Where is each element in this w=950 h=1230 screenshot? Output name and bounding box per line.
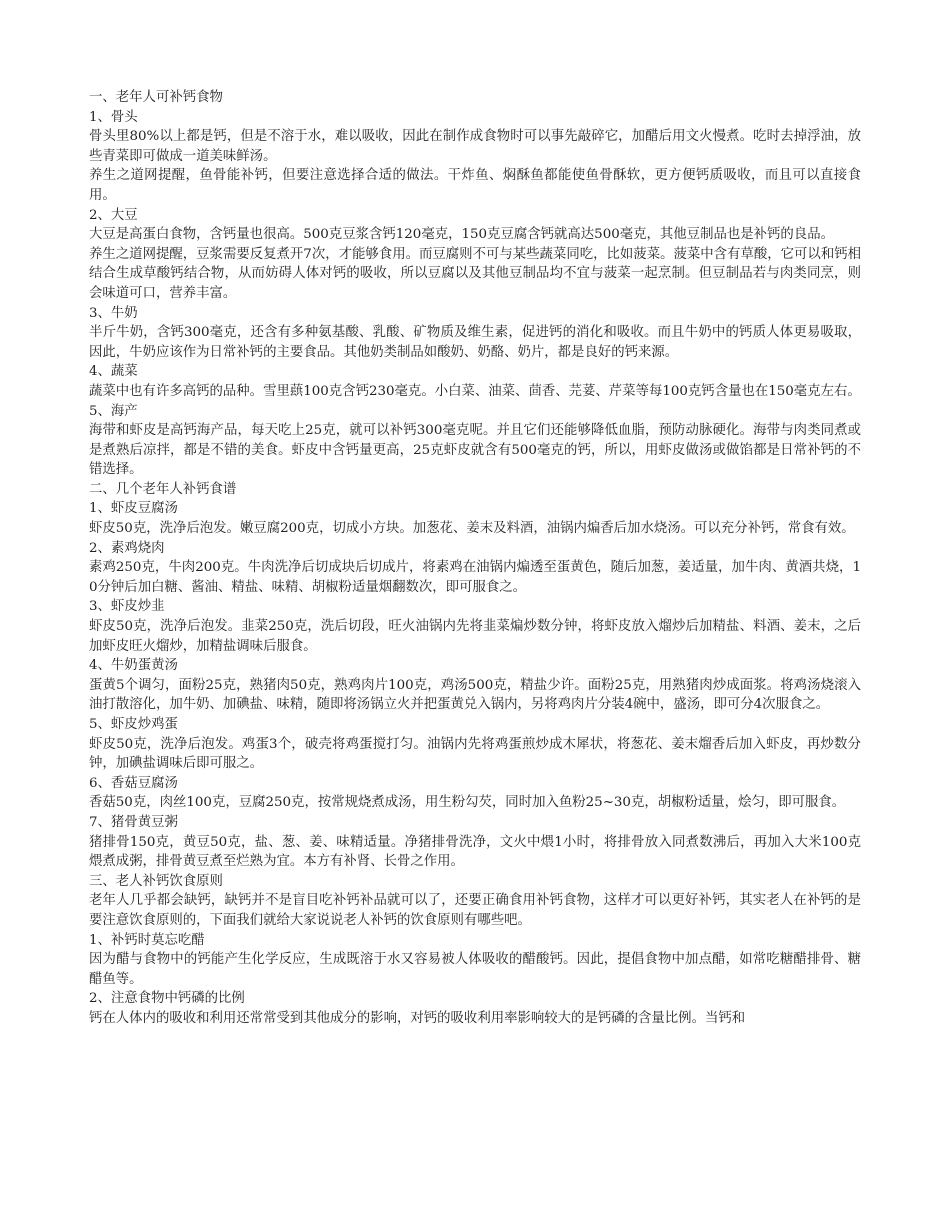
- paragraph: 骨头里80%以上都是钙，但是不溶于水，难以吸收，因此在制作成食物时可以事先敲碎它，加醋后用文火慢煮。吃时去掉浮油，放些青菜即可做成一道美味鲜汤。: [89, 129, 861, 164]
- paragraph: 养生之道网提醒，豆浆需要反复煮开7次，才能够食用。而豆腐则不可与某些蔬菜同吃，比如菠菜。菠菜中含有草酸，它可以和钙相结合生成草酸钙结合物，从而妨碍人体对钙的吸收，所以豆腐以及其他豆制品均不宜与菠菜一起烹制。但豆制品若与肉类同烹，则会味道可口，营养丰富。: [89, 246, 861, 301]
- paragraph: 猪排骨150克，黄豆50克，盐、葱、姜、味精适量。净猪排骨洗净，文火中煨1小时，将排骨放入同煮数沸后，再加入大米100克煨煮成粥，排骨黄豆煮至烂熟为宜。本方有补肾、长骨之作用。: [89, 834, 861, 870]
- subsection-heading: 3、虾皮炒韭: [89, 599, 165, 615]
- paragraph: 虾皮50克，洗净后泡发。嫩豆腐200克，切成小方块。加葱花、姜末及料酒，油锅内煸香后加水烧汤。可以充分补钙，常食有效。: [89, 521, 855, 537]
- subsection-heading: 2、大豆: [89, 207, 138, 223]
- paragraph: 虾皮50克，洗净后泡发。韭菜250克，洗后切段，旺火油锅内先将韭菜煸炒数分钟，将虾皮放入熘炒后加精盐、料酒、姜末，之后加虾皮旺火熘炒，加精盐调味后服食。: [89, 619, 861, 654]
- section-heading: 三、老人补钙饮食原则: [89, 873, 223, 889]
- paragraph: 素鸡250克，牛肉200克。牛肉洗净后切成块后切成片，将素鸡在油锅内煸透至蛋黄色，随后加葱，姜适量，加牛肉、黄酒共烧，10分钟后加白糖、酱油、精盐、味精、胡椒粉适量烟翻数次，即可服食之。: [89, 560, 861, 595]
- subsection-heading: 3、牛奶: [89, 305, 138, 321]
- subsection-heading: 7、猪骨黄豆粥: [89, 814, 178, 830]
- paragraph: 老年人几乎都会缺钙，缺钙并不是盲目吃补钙补品就可以了，还要正确食用补钙食物，这样才可以更好补钙，其实老人在补钙的是要注意饮食原则的，下面我们就给大家说说老人补钙的饮食原则有哪些吧。: [89, 893, 861, 928]
- paragraph: 养生之道网提醒，鱼骨能补钙，但要注意选择合适的做法。干炸鱼、焖酥鱼都能使鱼骨酥软，更方便钙质吸收，而且可以直接食用。: [89, 168, 861, 203]
- subsection-heading: 4、蔬菜: [89, 364, 138, 380]
- paragraph: 蔬菜中也有许多高钙的品种。雪里蕻100克含钙230毫克。小白菜、油菜、茴香、芫荽、芹菜等每100克钙含量也在150毫克左右。: [89, 383, 861, 399]
- subsection-heading: 1、骨头: [89, 109, 138, 125]
- subsection-heading: 4、牛奶蛋黄汤: [89, 658, 178, 674]
- paragraph: 钙在人体内的吸收和利用还常常受到其他成分的影响，对钙的吸收利用率影响较大的是钙磷的含量比例。当钙和: [89, 1010, 746, 1026]
- subsection-heading: 5、海产: [89, 403, 138, 419]
- subsection-heading: 5、虾皮炒鸡蛋: [89, 717, 178, 732]
- paragraph: 大豆是高蛋白食物，含钙量也很高。500克豆浆含钙120毫克，150克豆腐含钙就高达500毫克，其他豆制品也是补钙的良品。: [89, 227, 834, 243]
- section-heading: 二、几个老年人补钙食谱: [89, 481, 237, 497]
- paragraph: 香菇50克，肉丝100克，豆腐250克，按常规烧煮成汤，用生粉勾芡，同时加入鱼粉25~30克，胡椒粉适量，烩匀，即可服食。: [89, 795, 846, 811]
- paragraph: 虾皮50克，洗净后泡发。鸡蛋3个，破壳将鸡蛋搅打匀。油锅内先将鸡蛋煎炒成木犀状，将葱花、姜末熘香后加入虾皮，再炒数分钟，加碘盐调味后即可服之。: [89, 736, 861, 772]
- paragraph: 蛋黄5个调匀，面粉25克，熟猪肉50克，熟鸡肉片100克，鸡汤500克，精盐少许。面粉25克，用熟猪肉炒成面浆。将鸡汤烧滚入油打散溶化，加牛奶、加碘盐、味精，随即将汤锅立火并把蛋黄兑入锅内，另将鸡肉片分装4碗中，盛汤，即可分4次服食之。: [89, 677, 861, 713]
- paragraph: 半斤牛奶，含钙300毫克，还含有多种氨基酸、乳酸、矿物质及维生素，促进钙的消化和吸收。而且牛奶中的钙质人体更易吸取，因此，牛奶应该作为日常补钙的主要食品。其他奶类制品如酸奶、奶酪、奶片，都是良好的钙来源。: [89, 325, 861, 360]
- subsection-heading: 2、素鸡烧肉: [89, 540, 165, 556]
- subsection-heading: 1、虾皮豆腐汤: [89, 501, 178, 517]
- subsection-heading: 1、补钙时莫忘吃醋: [89, 932, 205, 948]
- paragraph: 因为醋与食物中的钙能产生化学反应，生成既溶于水又容易被人体吸收的醋酸钙。因此，提倡食物中加点醋，如常吃糖醋排骨、糖醋鱼等。: [89, 952, 861, 987]
- subsection-heading: 6、香菇豆腐汤: [89, 775, 178, 791]
- document-body: [89, 88, 861, 1029]
- section-heading: 一、老年人可补钙食物: [89, 90, 223, 105]
- subsection-heading: 2、注意食物中钙磷的比例: [89, 991, 245, 1007]
- paragraph: 海带和虾皮是高钙海产品，每天吃上25克，就可以补钙300毫克呢。并且它们还能够降低血脂，预防动脉硬化。海带与肉类同煮或是煮熟后凉拌，都是不错的美食。虾皮中含钙量更高，25克虾皮就含有500毫克的钙，所以，用虾皮做汤或做馅都是日常补钙的不错选择。: [89, 423, 861, 478]
